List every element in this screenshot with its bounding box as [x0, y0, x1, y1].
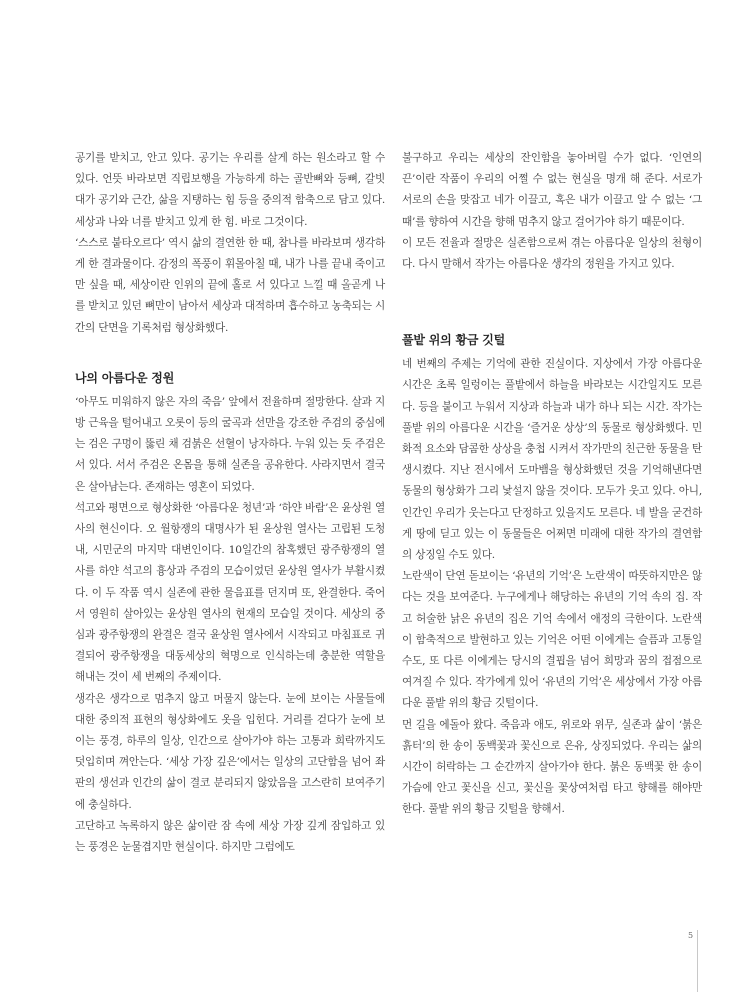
left-intro-paragraph-2: ‘스스로 붙타오르다’ 역시 삶의 결연한 한 때, 참나를 바라보며 생각하게 한 결과물이다. 감정의 폭풍이 휘몰아칠 때, 내가 나를 끝내 죽이고만 싶을 때, 세상이란 인위의 끝에 홀로 서 있다고 느낄 때 올곧게 나를 받치고 있던 뼈만이 남아서 세상과 대적하며 흡수하고 농축되는 시간의 단면을 기록처럼 형상화했다. — [75, 236, 385, 334]
section-heading-golden-feather: 풀밭 위의 황금 깃털 — [402, 333, 506, 348]
right-intro-paragraph-1: 불구하고 우리는 세상의 잔인함을 놓아버릴 수가 없다. ‘인연의 끈’이란 작품이 우리의 어쩔 수 없는 현실을 명개 해 준다. 서로가 서로의 손을 맞잡고 네가 이끌고, 혹은 내가 이끌고 알 수 없는 ‘그 때’를 향하여 시간을 향해 멈추지 않고 걸어가야 하기 때문이다. — [402, 152, 702, 228]
right-section-paragraph-1: 네 번째의 주제는 기억에 관한 진실이다. 지상에서 가장 아름다운 시간은 초록 일렁이는 풀밭에서 하늘을 바라보는 시간일지도 모른다. 등을 붙이고 누워서 지상과 하늘과 내가 하나 되는 시간. 작가는 풀밭 위의 아름다운 시간을 ‘즐거운 상상’의 동물로 형상화했다. 민화적 요소와 담콤한 상상을 충첩 시켜서 작가만의 친근한 동물을 탄생시켰다. 지난 전시에서 도마뱀을 형상화했던 것을 기억해낸다면 동물의 형상화가 그리 낯설지 않을 것이다. 모두가 웃고 있다. 아니, 인간인 우리가 웃는다고 단정하고 있을지도 모른다. 네 발을 굳건하게 땅에 딛고 있는 이 동물들은 어쩌면 미래에 대한 작가의 결연함의 상징일 수도 있다. — [402, 358, 702, 562]
right-section-paragraph-3: 먼 길을 에돌아 왔다. 죽음과 애도, 위로와 위무, 실존과 삶이 ‘붉은 흙터’의 한 송이 동백꽃과 꽃신으로 은유, 상징되었다. 우리는 삶의 시간이 허락하는 그 순간까지 살아가야 한다. 붉은 동백꽃 한 송이 가슴에 안고 꽃신을 신고, 꽃신을 꽃상여처럼 타고 향해를 해야만 한다. 풀밭 위의 황금 깃털을 향해서. — [402, 718, 702, 816]
right-column — [402, 148, 702, 821]
section-heading-garden: 나의 아름다운 정원 — [75, 370, 175, 385]
page-number: 5 — [688, 931, 694, 940]
right-intro-paragraph-2: 이 모든 전율과 절망은 실존함으로써 겪는 아름다운 일상의 천형이다. 다시 말해서 작가는 아름다운 생각의 정원을 가지고 있다. — [402, 236, 702, 271]
left-column — [75, 148, 385, 858]
left-section-paragraph-2: 석고와 평면으로 형상화한 ‘아름다운 청년’과 ‘하얀 바람’은 윤상원 열사의 현신이다. 오 월항쟁의 대명사가 된 윤상원 열사는 고립된 도청 내, 시민군의 마지막 대변인이다. 10일간의 참혹했던 광주항쟁의 열사를 하얀 석고의 흉상과 주검의 모습이었던 윤상원 열사가 부활시켰다. 이 두 작품 역시 실존에 관한 물음표를 던지며 또, 완결한다. 죽어서 영원히 살아있는 윤상원 열사의 현재의 모습일 것이다. 세상의 중심과 광주항쟁의 완결은 결국 윤상원 열사에서 시작되고 마침표로 귀결되어 광주항쟁을 대동세상의 혁명으로 인식하는데 충분한 역할을 해내는 것이 세 번째의 주제이다. — [75, 501, 385, 684]
page-margin-rule — [697, 930, 698, 992]
left-section-paragraph-3: 생각은 생각으로 멈추지 않고 머물지 않는다. 눈에 보이는 사물들에 대한 중의적 표현의 형상화에도 옷을 입힌다. 거리를 걷다가 눈에 보이는 풍경, 하루의 일상, 인간으로 살아가야 하는 고통과 희락까지도 덧입히며 껴안는다. ‘세상 가장 깊은’에서는 일상의 고단함을 넘어 좌판의 생선과 인간의 삶이 결코 분리되지 않았음을 고스란히 보여주기에 충실하다. — [75, 692, 385, 811]
left-section-paragraph-4: 고단하고 녹록하지 않은 삶이란 잠 속에 세상 가장 깊게 잠입하고 있는 풍경은 눈물겹지만 현실이다. 하지만 그럼에도 — [75, 819, 385, 854]
left-section-paragraph-1: ‘아무도 미워하지 않은 자의 죽음’ 앞에서 전율하며 절망한다. 살과 지방 근육을 털어내고 오롯이 등의 굴곡과 선만을 강조한 주검의 중심에는 검은 구멍이 뚫린 채 검붉은 선혈이 낭자하다. 누워 있는 듯 주검은 서 있다. 서서 주검은 온몸을 통해 실존을 공유한다. 사라지면서 결국은 살아남는다. 존재하는 영혼이 되었다. — [75, 395, 385, 493]
right-section-paragraph-2: 노란색이 단연 돋보이는 ‘유년의 기억’은 노란색이 따뜻하지만은 않다는 것을 보여준다. 누구에게나 해당하는 유년의 기억 속의 집. 작고 허술한 낡은 유년의 집은 기억 속에서 애정의 극한이다. 노란색이 함축적으로 발현하고 있는 기억은 어떤 이에게는 슬픔과 고통일 수도, 또 다른 이에게는 당시의 결핍을 넘어 희망과 꿈의 접점으로 여겨질 수 있다. 작가에게 있어 ‘유년의 기억’은 세상에서 가장 아름다운 풀밭 위의 황금 깃털이다. — [402, 570, 702, 710]
left-intro-paragraph-1: 공기를 받치고, 안고 있다. 공기는 우리를 살게 하는 원소라고 할 수 있다. 언뜻 바라보면 직립보행을 가능하게 하는 골반뼈와 등뼈, 갈빗대가 공기와 근간, 삶을 지탱하는 힘 등을 중의적 함축으로 담고 있다. 세상과 나와 너를 받치고 있게 한 힘. 바로 그것이다. — [75, 152, 385, 228]
